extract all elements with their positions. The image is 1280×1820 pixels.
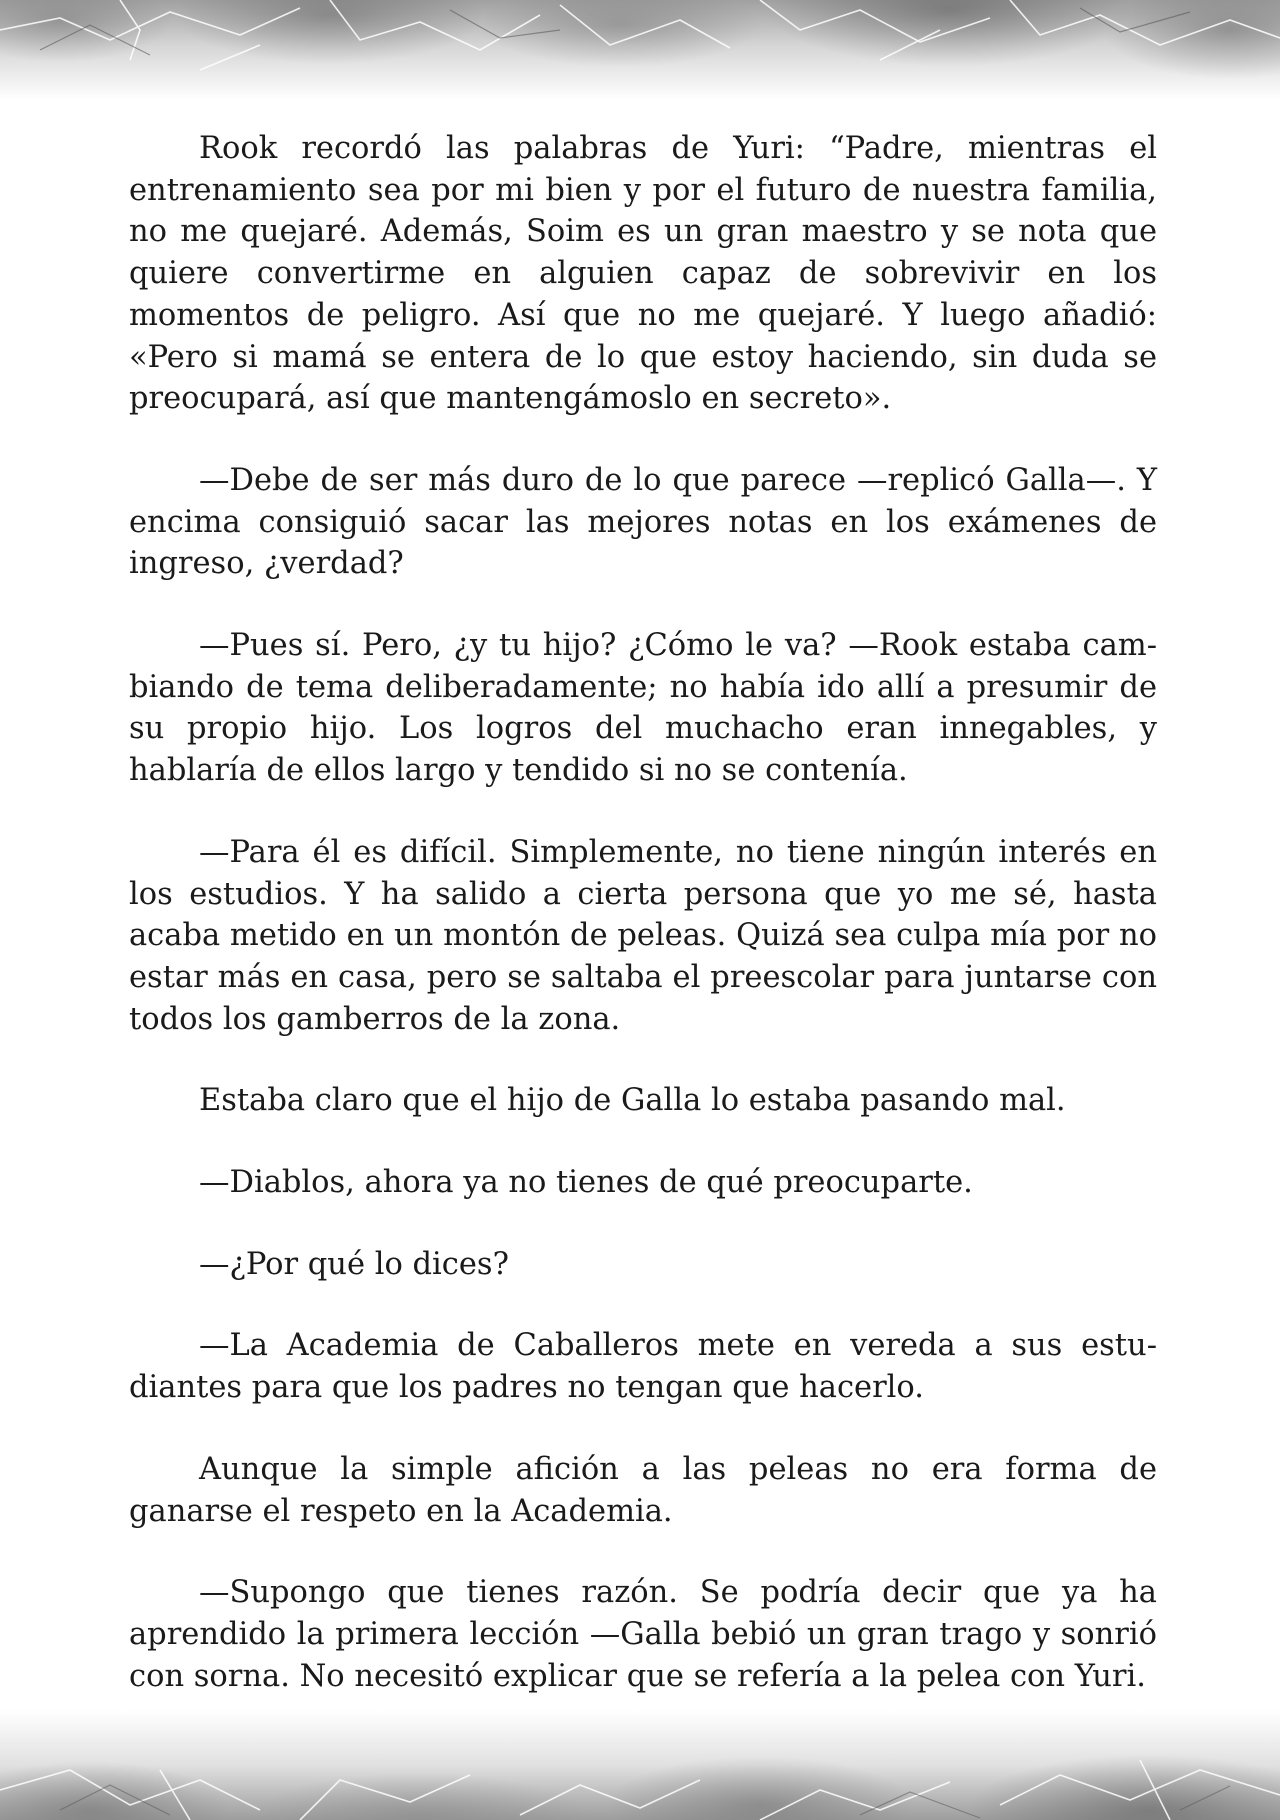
paragraph-5: Estaba claro que el hijo de Galla lo estaba pasando mal. bbox=[199, 1083, 1066, 1119]
paragraph-3: —Pues sí. Pero, ¿y tu hijo? ¿Cómo le va? —Rook estaba cambiando de tema deliberadamente; no había ido allí a presumir de su propio hijo. Los logros del muchacho eran innegables, y hablaría de ellos largo y tendido si no se contenía. bbox=[129, 628, 1157, 789]
paragraph-6: —Diablos, ahora ya no tienes de qué preocuparte. bbox=[199, 1165, 973, 1201]
paragraph-10: —Supongo que tienes razón. Se podría decir que ya ha aprendido la primera lección —Galla bebió un gran trago y sonrió con sorna. No necesitó explicar que se refería a la pelea con Yuri. bbox=[129, 1575, 1157, 1694]
paragraph-2: —Debe de ser más duro de lo que parece —replicó Galla—. Y encima consiguió sacar las mejores notas en los exámenes de ingreso, ¿verdad? bbox=[129, 462, 1157, 582]
paragraph-4: —Para él es difícil. Simplemente, no tiene ningún interés en los estudios. Y ha salido a cierta persona que yo me sé, hasta acaba metido en un montón de peleas. Quizá sea culpa mía por no estar más en casa, pero se saltaba el preescolar para juntarse con todos los gamberros de la zona. bbox=[129, 834, 1157, 1037]
top-crack-pattern bbox=[0, 0, 1280, 100]
paragraph-8: —La Academia de Caballeros mete en vereda a sus estudiantes para que los padres no tengan que hacerlo. bbox=[129, 1328, 1157, 1406]
chapter-text bbox=[129, 128, 1157, 1737]
paragraph-9: Aunque la simple afición a las peleas no era forma de ganarse el respeto en la Academia. bbox=[129, 1451, 1157, 1529]
paragraph-1: Rook recordó las palabras de Yuri: “Padre, mientras el entrenamiento sea por mi bien y por el futuro de nuestra familia, no me quejaré. Además, Soim es un gran maestro y se nota que quiere convertirme en alguien capaz de sobrevivir en los momentos de peligro. Así que no me quejaré. Y luego añadió: «Pero si mamá se entera de lo que estoy haciendo, sin duda se preocupará, así que mantengámoslo en secreto». bbox=[129, 131, 1157, 417]
paragraph-7: —¿Por qué lo dices? bbox=[199, 1246, 509, 1282]
